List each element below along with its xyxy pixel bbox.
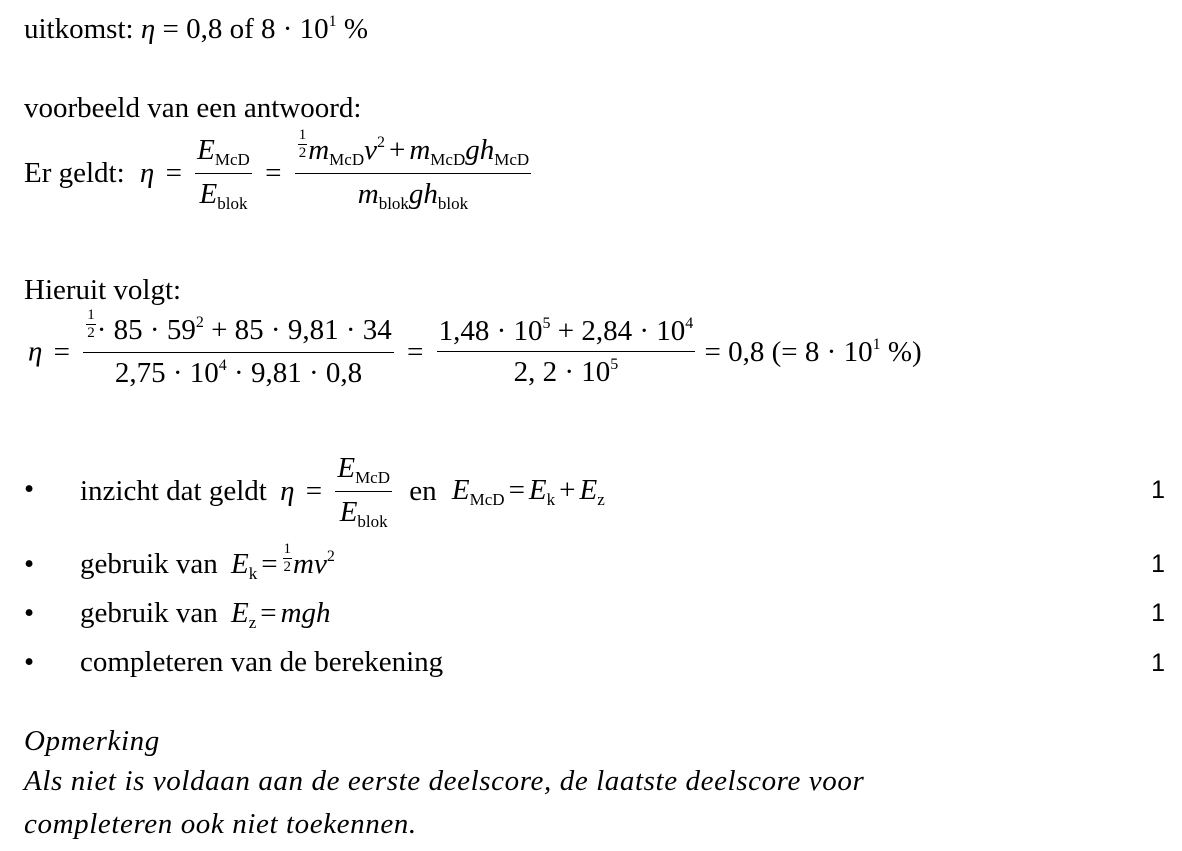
fraction-numerator: $E_{McD}$: [195, 134, 252, 174]
fraction-numerator: $\frac{1}{2}$ · $85 \cdot 59^2 + 85 \cdot 9,81 \cdot 34$: [83, 314, 394, 353]
result-power: 10: [299, 13, 329, 45]
criterion-bullet: •: [24, 646, 35, 678]
result-label: uitkomst:: [24, 13, 134, 45]
remark-title: Opmerking: [24, 725, 160, 757]
result-dot: ·: [282, 13, 293, 45]
criterion-2: [80, 540, 335, 584]
remark-line-2: completeren ook niet toekennen.: [24, 808, 417, 840]
simplified-fraction: [437, 315, 696, 390]
criterion-score: 1: [1151, 649, 1165, 677]
criterion-score: 1: [1151, 550, 1165, 578]
fraction-denominator: $m_{blok}gh_{blok}$: [357, 177, 469, 213]
criterion-bullet: •: [24, 473, 35, 505]
energy-ratio-fraction: [195, 134, 252, 213]
formula-lead: Er geldt:: [24, 157, 125, 190]
criterion-score: 1: [1151, 599, 1165, 627]
eta-symbol: η: [280, 475, 295, 508]
criterion-3: [80, 597, 331, 633]
fraction-numerator: $\frac{1}{2}$ $m_{McD}v^2 + m_{McD}gh_{McD}$: [295, 134, 532, 174]
fraction-denominator: 2, $2 \cdot 10^5$: [513, 356, 619, 389]
criterion-text: inzicht dat geldt: [80, 475, 267, 508]
numeric-fraction: [83, 306, 394, 390]
energy-sum: $E_{McD} = E_k + E_z$: [451, 473, 605, 509]
equals-sign: =: [265, 157, 282, 190]
fraction-numerator: $1,48 \cdot 10^5 + 2,84 \cdot 10^4$: [437, 315, 696, 352]
criterion-joiner: en: [409, 475, 437, 508]
eta-symbol: η: [140, 13, 156, 45]
derivation-heading: Hieruit volgt:: [24, 274, 182, 306]
equals-sign: =: [407, 335, 424, 368]
equals-sign: =: [165, 157, 182, 190]
criterion-bullet: •: [24, 597, 35, 629]
result-exponent: 1: [328, 13, 337, 30]
potential-energy-formula: $E_z$ = mgh: [230, 597, 331, 632]
criterion-text: gebruik van: [80, 597, 218, 629]
calculation-result: = 0,8 (= $8 \cdot 10^1$ %): [704, 336, 922, 369]
criterion-4: completeren van de berekening: [80, 646, 444, 678]
criterion-score: 1: [1151, 476, 1165, 504]
numeric-calculation: [28, 306, 922, 390]
result-value: = 0,8 of 8: [162, 13, 276, 45]
fraction-denominator: $E_{blok}$: [199, 177, 248, 213]
criterion-text: gebruik van: [80, 548, 218, 580]
fraction-denominator: $2,75 \cdot 10^4 \cdot 9,81 \cdot 0,8$: [114, 356, 363, 389]
result-unit: %: [343, 13, 369, 45]
half-fraction: $\frac{1}{2}$: [87, 306, 95, 341]
criterion-1: inzicht dat geldt η = $\frac{E_{McD}}{E_{blok}}$ en $E_{McD} = E_k + E_z$: [80, 452, 605, 531]
energy-ratio-fraction: $\frac{E_{McD}}{E_{blok}}$: [337, 452, 391, 531]
half-fraction: $\frac{1}{2}$: [283, 540, 292, 575]
criterion-bullet: •: [24, 548, 35, 580]
equals-sign: =: [53, 335, 70, 368]
half-fraction: $\frac{1}{2}$: [298, 126, 307, 161]
efficiency-formula: [24, 126, 533, 213]
remark-line-1: Als niet is voldaan aan de eerste deelscore, de laatste deelscore voor: [24, 765, 865, 797]
kinetic-energy-formula: $E_k$ = $\frac{1}{2}$ $mv^2$: [230, 540, 335, 583]
example-heading: voorbeeld van een antwoord:: [24, 92, 362, 124]
eta-symbol: η: [28, 335, 43, 368]
eta-symbol: η: [139, 157, 155, 190]
result-line: [24, 14, 368, 44]
energy-expression-fraction: [295, 126, 532, 213]
